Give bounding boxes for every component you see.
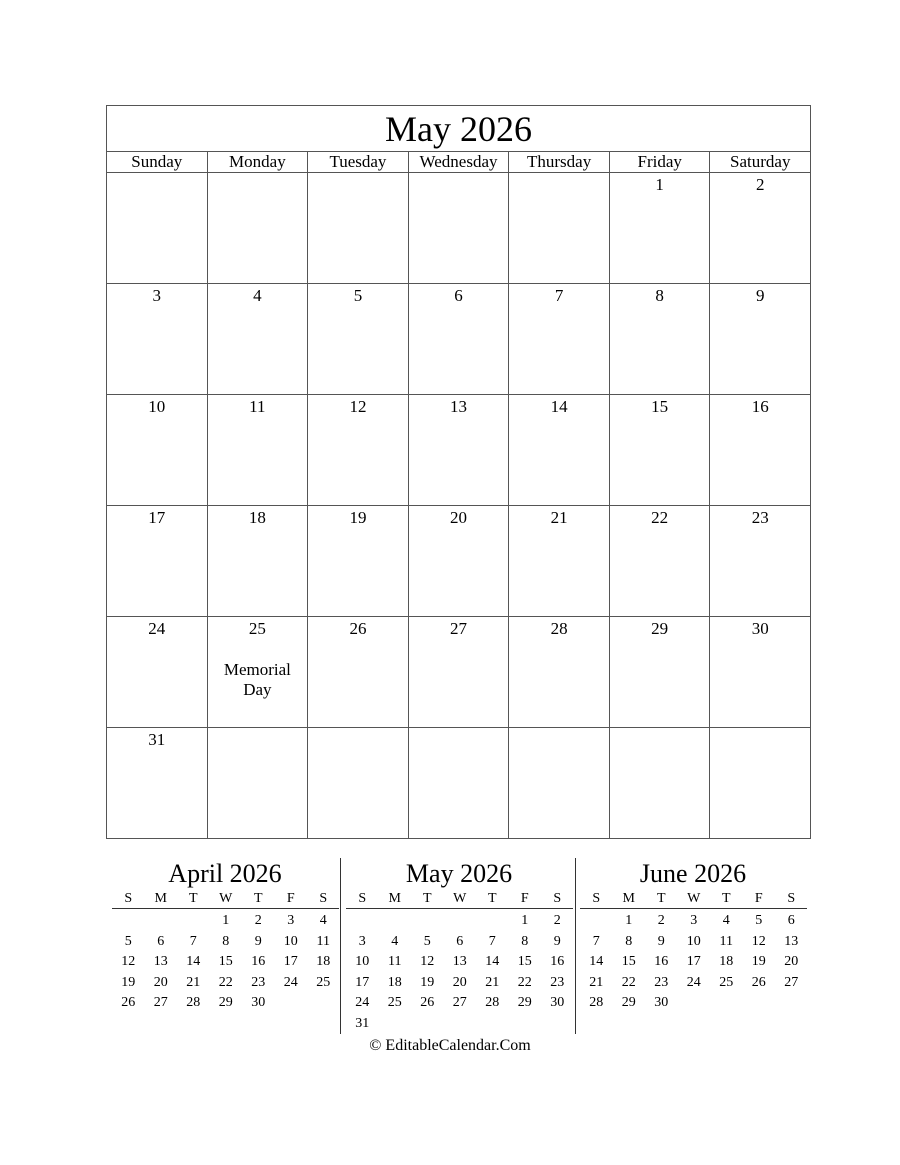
day-number	[107, 175, 207, 195]
mini-weekday-label: S	[592, 891, 601, 906]
mini-calendar-weekday-row	[580, 890, 807, 909]
mini-day: 5	[124, 933, 132, 949]
mini-day: 7	[592, 933, 600, 949]
mini-day: 26	[420, 995, 435, 1010]
day-cell[interactable]	[408, 506, 509, 616]
mini-day: 1	[222, 913, 230, 928]
day-number: 25	[248, 619, 266, 638]
mini-day: 27	[153, 995, 168, 1010]
weekday-label: Sunday	[131, 152, 183, 171]
mini-day: 15	[218, 954, 233, 969]
day-number: 15	[651, 397, 669, 416]
mini-day: 16	[654, 954, 669, 969]
day-cell[interactable]	[508, 284, 609, 394]
mini-day	[411, 911, 444, 932]
mini-day: 14	[186, 954, 201, 969]
day-number: 13	[450, 397, 468, 416]
day-number	[509, 175, 609, 195]
day-cell[interactable]	[709, 173, 810, 283]
mini-day: 10	[283, 933, 298, 949]
day-number: 26	[349, 619, 367, 638]
mini-day: 5	[423, 933, 431, 949]
mini-day: 4	[391, 933, 399, 949]
mini-day: 14	[485, 954, 500, 969]
week-row	[107, 728, 810, 838]
mini-day: 9	[254, 933, 262, 949]
mini-day: 23	[550, 974, 565, 990]
day-number: 16	[751, 397, 769, 416]
mini-calendar-june	[578, 858, 808, 1014]
day-number	[308, 730, 408, 750]
mini-calendar-title: May 2026	[405, 859, 513, 888]
day-cell[interactable]	[609, 284, 710, 394]
mini-calendar-title: April 2026	[168, 859, 282, 888]
mini-day: 17	[283, 954, 298, 969]
mini-day: 3	[358, 933, 366, 949]
mini-day: 2	[254, 913, 262, 928]
day-number: 27	[450, 619, 468, 638]
week-row	[107, 395, 810, 506]
mini-day: 29	[218, 995, 233, 1010]
mini-day: 28	[485, 995, 500, 1010]
day-number: 11	[249, 397, 266, 416]
day-number	[610, 730, 710, 750]
day-number: 5	[353, 286, 363, 305]
mini-day: 3	[690, 913, 698, 928]
mini-day: 6	[456, 933, 464, 949]
day-cell[interactable]	[107, 506, 207, 616]
week-row	[107, 617, 810, 728]
mini-calendar-divider	[340, 858, 341, 1034]
mini-day: 7	[189, 933, 197, 949]
day-cell[interactable]	[207, 173, 308, 283]
mini-calendar-grid	[346, 911, 573, 1034]
mini-day: 31	[355, 1015, 370, 1031]
day-number	[308, 175, 408, 195]
mini-weekday-label: W	[219, 891, 233, 906]
mini-calendar-divider	[575, 858, 576, 1034]
mini-calendar-april	[110, 858, 340, 1014]
mini-day: 3	[287, 913, 295, 928]
mini-day: 1	[625, 913, 633, 928]
mini-day: 26	[751, 974, 766, 990]
mini-day: 25	[316, 974, 331, 990]
day-number: 12	[349, 397, 367, 416]
mini-calendar-weekday-row	[346, 890, 573, 909]
day-cell[interactable]	[307, 728, 408, 838]
day-number: 8	[655, 286, 664, 305]
mini-weekday-label: M	[388, 891, 401, 906]
mini-day: 18	[719, 954, 734, 969]
day-cell[interactable]	[709, 284, 810, 394]
mini-day: 25	[387, 995, 402, 1010]
week-row	[107, 173, 810, 284]
day-number: 4	[253, 286, 262, 305]
day-cell[interactable]	[609, 395, 710, 505]
mini-day: 15	[621, 954, 636, 969]
calendar-title: May 2026	[107, 106, 810, 152]
day-cell[interactable]	[508, 173, 609, 283]
day-number	[509, 730, 609, 750]
mini-day: 8	[521, 933, 529, 949]
mini-day: 23	[654, 974, 669, 990]
day-number	[409, 175, 509, 195]
mini-day: 28	[186, 995, 201, 1010]
day-number	[208, 175, 308, 195]
day-cell[interactable]	[107, 395, 207, 505]
mini-day: 5	[755, 913, 763, 928]
mini-day: 24	[355, 995, 370, 1010]
day-number: 28	[550, 619, 568, 638]
weekday-label: Saturday	[709, 152, 810, 172]
mini-weekday-label: F	[754, 891, 763, 906]
mini-day: 26	[121, 995, 136, 1010]
day-number	[208, 730, 308, 750]
mini-day: 27	[784, 974, 799, 990]
day-number: 3	[152, 286, 162, 305]
day-number: 21	[550, 508, 568, 527]
mini-day: 2	[553, 913, 561, 928]
mini-weekday-label: S	[358, 891, 367, 906]
day-cell[interactable]	[207, 395, 308, 505]
mini-day: 12	[121, 954, 136, 969]
day-cell[interactable]	[408, 728, 509, 838]
day-number	[409, 730, 509, 750]
mini-weekday-label: M	[622, 891, 635, 906]
mini-calendar-may	[344, 858, 574, 1034]
mini-day: 21	[186, 974, 201, 990]
mini-day	[379, 911, 412, 932]
day-cell[interactable]	[709, 728, 810, 838]
mini-weekday-label: T	[253, 891, 263, 906]
mini-weekday-label: M	[154, 891, 167, 906]
day-number: 30	[751, 619, 769, 638]
mini-calendar-weekday-row	[112, 890, 339, 909]
mini-day: 30	[654, 995, 669, 1010]
day-cell[interactable]	[107, 617, 207, 727]
day-number: 22	[651, 508, 669, 527]
mini-day: 19	[751, 954, 766, 969]
day-cell[interactable]	[508, 617, 609, 727]
day-number: 9	[756, 286, 765, 305]
mini-weekday-label: T	[487, 891, 497, 906]
mini-day: 10	[686, 933, 701, 949]
mini-day: 11	[316, 933, 330, 949]
mini-day: 30	[550, 995, 565, 1010]
mini-day: 19	[121, 974, 136, 990]
mini-day: 16	[550, 954, 565, 969]
day-cell[interactable]	[207, 617, 308, 727]
day-number: 19	[349, 508, 367, 527]
mini-weekday-label: W	[453, 891, 467, 906]
mini-day: 7	[488, 933, 496, 949]
day-cell[interactable]	[307, 173, 408, 283]
mini-day: 14	[589, 954, 604, 969]
mini-day	[177, 911, 210, 932]
day-cell[interactable]	[107, 728, 207, 838]
weekday-label: Tuesday	[307, 152, 408, 172]
mini-day: 29	[621, 995, 636, 1010]
mini-day: 28	[589, 995, 604, 1010]
mini-calendar-grid	[580, 911, 807, 1014]
week-row	[107, 284, 810, 395]
mini-day	[580, 911, 613, 932]
day-number: 1	[655, 175, 664, 194]
day-cell[interactable]	[408, 173, 509, 283]
day-number: 31	[148, 730, 166, 749]
mini-day: 9	[553, 933, 561, 949]
day-cell[interactable]	[307, 395, 408, 505]
day-cell[interactable]	[307, 284, 408, 394]
mini-day	[444, 911, 477, 932]
main-calendar	[106, 105, 811, 839]
mini-day: 27	[452, 995, 467, 1010]
weekday-label: Monday	[207, 152, 308, 172]
day-cell[interactable]	[508, 728, 609, 838]
day-cell[interactable]	[609, 617, 710, 727]
day-cell[interactable]	[709, 506, 810, 616]
day-cell[interactable]	[609, 506, 710, 616]
mini-day: 8	[625, 933, 633, 949]
mini-day: 12	[751, 933, 766, 949]
mini-day: 22	[218, 974, 233, 990]
mini-day: 19	[420, 974, 435, 990]
day-number: 2	[756, 175, 765, 194]
mini-calendar-grid	[112, 911, 339, 1014]
mini-weekday-label: S	[553, 891, 562, 906]
mini-day: 22	[621, 974, 636, 990]
day-number: 29	[651, 619, 669, 638]
mini-day: 24	[686, 974, 701, 990]
day-number: 24	[148, 619, 166, 638]
mini-day: 20	[452, 974, 467, 990]
mini-day: 13	[452, 954, 467, 969]
mini-day: 24	[283, 974, 298, 990]
weekday-header-row	[107, 152, 810, 173]
holiday-note: Memorial Day	[223, 660, 291, 699]
mini-day: 4	[722, 913, 730, 928]
day-number: 14	[550, 397, 568, 416]
day-cell[interactable]	[709, 617, 810, 727]
mini-day: 29	[517, 995, 532, 1010]
mini-calendar-title: June 2026	[639, 859, 747, 888]
day-cell[interactable]	[307, 506, 408, 616]
mini-day: 6	[787, 913, 795, 928]
day-cell[interactable]	[609, 173, 710, 283]
mini-day	[476, 911, 509, 932]
mini-day: 11	[388, 954, 402, 969]
mini-day: 20	[153, 974, 168, 990]
day-cell[interactable]	[508, 506, 609, 616]
mini-day: 21	[589, 974, 604, 990]
mini-day: 10	[355, 954, 370, 969]
mini-weekday-label: T	[422, 891, 432, 906]
mini-day: 17	[686, 954, 701, 969]
weekday-label: Friday	[609, 152, 710, 172]
mini-day: 15	[517, 954, 532, 969]
mini-day: 23	[251, 974, 266, 990]
weekday-label: Thursday	[508, 152, 609, 172]
mini-day: 11	[719, 933, 733, 949]
mini-weekday-label: F	[286, 891, 295, 906]
mini-day: 1	[521, 913, 529, 928]
day-cell[interactable]	[609, 728, 710, 838]
mini-day	[346, 911, 379, 932]
mini-weekday-label: W	[687, 891, 701, 906]
mini-day	[112, 911, 145, 932]
mini-day: 13	[153, 954, 168, 969]
mini-weekday-label: T	[721, 891, 731, 906]
day-cell[interactable]	[307, 617, 408, 727]
day-cell[interactable]	[207, 728, 308, 838]
mini-weekday-label: S	[787, 891, 796, 906]
weekday-label: Wednesday	[408, 152, 509, 172]
day-number: 23	[751, 508, 769, 527]
mini-day: 20	[784, 954, 799, 969]
day-cell[interactable]	[408, 395, 509, 505]
day-cell[interactable]	[408, 617, 509, 727]
day-number: 7	[554, 286, 564, 305]
mini-day: 16	[251, 954, 266, 969]
day-number: 10	[148, 397, 166, 416]
day-number: 20	[450, 508, 468, 527]
mini-day: 9	[657, 933, 665, 949]
mini-day: 25	[719, 974, 734, 990]
day-number: 17	[148, 508, 166, 527]
mini-day	[145, 911, 178, 932]
day-cell[interactable]	[408, 284, 509, 394]
mini-day: 18	[387, 974, 402, 990]
week-row	[107, 506, 810, 617]
mini-weekday-label: F	[520, 891, 529, 906]
day-number: 6	[454, 286, 463, 305]
mini-day: 22	[517, 974, 532, 990]
day-number	[710, 730, 810, 750]
mini-day: 4	[319, 913, 327, 928]
mini-weekday-label: S	[319, 891, 328, 906]
mini-day: 30	[251, 995, 266, 1010]
day-cell[interactable]	[207, 506, 308, 616]
day-cell[interactable]	[709, 395, 810, 505]
mini-day: 12	[420, 954, 435, 969]
copyright-footer: © EditableCalendar.Com	[369, 1037, 531, 1054]
mini-weekday-label: T	[188, 891, 198, 906]
mini-day: 8	[222, 933, 230, 949]
mini-day: 18	[316, 954, 331, 969]
calendar-weeks	[107, 173, 810, 838]
mini-weekday-label: T	[656, 891, 666, 906]
mini-weekday-label: S	[124, 891, 133, 906]
mini-day: 6	[157, 933, 165, 949]
day-cell[interactable]	[107, 173, 207, 283]
mini-day: 13	[784, 933, 799, 949]
mini-day: 17	[355, 974, 370, 990]
day-number: 18	[248, 508, 266, 527]
mini-day: 2	[657, 913, 665, 928]
day-cell[interactable]	[508, 395, 609, 505]
day-cell[interactable]	[107, 284, 207, 394]
day-cell[interactable]	[207, 284, 308, 394]
mini-day: 21	[485, 974, 500, 990]
